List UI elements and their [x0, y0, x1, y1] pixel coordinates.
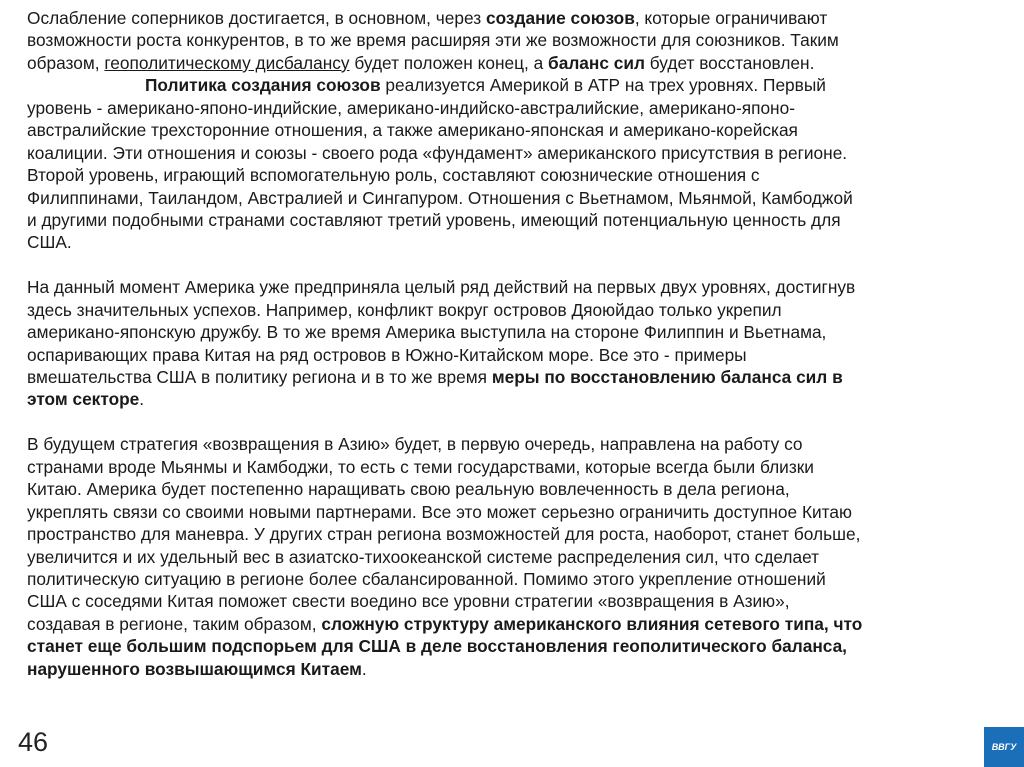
text-segment: политическую ситуацию в регионе более сбалансированной. Помимо этого укрепление отношений — [27, 568, 826, 589]
bold-text: меры по восстановлению баланса сил в — [491, 367, 843, 387]
text-segment: В будущем стратегия «возвращения в Азию» будет, в первую очередь, направлена на работу со — [27, 434, 803, 455]
text-segment: , которые ограничивают — [634, 8, 828, 28]
text-line — [27, 299, 1007, 321]
bold-text: Политика создания союзов — [145, 75, 381, 96]
blank-line — [27, 254, 1007, 276]
text-segment: На данный момент Америка уже предприняла целый ряд действий на первых двух уровнях, достигнув — [27, 277, 856, 298]
text-segment: странами вроде Мьянмы и Камбоджи, то есть с теми государствами, которые всегда были близки — [27, 456, 814, 477]
text-line — [27, 568, 1007, 590]
text-segment: США. — [27, 232, 72, 253]
text-segment: Ослабление соперников достигается, в основном, через — [27, 8, 486, 28]
text-line — [27, 344, 1007, 366]
text-segment: Второй уровень, играющий вспомогательную роль, составляют союзнические отношения с — [27, 165, 760, 186]
text-line — [27, 164, 1007, 186]
text-segment: оспаривающих права Китая на ряд островов в Южно-Китайском море. Все это - примеры — [27, 344, 747, 365]
text-segment: пространство для маневра. У других стран региона возможностей для роста, наоборот, станет больше, — [27, 524, 861, 545]
bold-text: этом секторе — [27, 389, 140, 410]
text-line — [27, 74, 1007, 96]
bold-text: сложную структуру американского влияния сетевого типа, что — [321, 613, 863, 634]
text-segment: . — [139, 389, 145, 410]
text-segment: увеличится и их удельный вес в азиатско-тихоокеанской системе распределения сил, что сделает — [27, 546, 820, 567]
text-segment: возможности роста конкурентов, в то же время расширяя эти же возможности для союзников. Таким — [27, 30, 839, 51]
text-line — [27, 276, 1007, 298]
text-line — [27, 52, 1007, 74]
text-segment: США с соседями Китая поможет свести воедино все уровни стратегии «возвращения в Азию», — [27, 591, 790, 612]
text-segment: реализуется Америкой в АТР на трех уровнях. Первый — [380, 75, 826, 96]
text-segment: . — [361, 658, 367, 679]
text-line — [27, 501, 1007, 523]
text-line — [27, 658, 1007, 680]
blank-line — [27, 411, 1007, 433]
bold-text: нарушенного возвышающимся Китаем — [27, 658, 362, 679]
text-segment: австралийские трехсторонние отношения, а также американо-японская и американо-корейская — [27, 120, 798, 141]
text-segment: коалиции. Эти отношения и союзы - своего рода «фундамент» американского присутствия в регионе. — [27, 142, 848, 163]
text-line — [27, 142, 1007, 164]
text-line — [27, 97, 1007, 119]
text-segment: образом, — [27, 52, 105, 73]
bold-text: создание союзов — [485, 8, 635, 28]
page-number: 46 — [18, 727, 49, 757]
text-line — [27, 590, 1007, 612]
text-segment: укреплять связи со своими новыми партнерами. Все это может серьезно ограничить доступное Китаю — [27, 501, 852, 522]
text-segment: уровень - американо-японо-индийские, американо-индийско-австралийские, американо-японо- — [27, 97, 795, 118]
text-line — [27, 29, 1007, 51]
text-segment: здесь значительных успехов. Например, конфликт вокруг островов Дяоюйдао только укрепил — [27, 299, 782, 320]
text-line — [27, 321, 1007, 343]
text-line — [27, 7, 1007, 29]
text-line — [27, 635, 1007, 657]
text-line — [27, 478, 1007, 500]
text-line — [27, 388, 1007, 410]
slide-body-text — [27, 7, 1007, 680]
bold-text: станет еще большим подспорьем для США в деле восстановления геополитического баланса, — [27, 636, 847, 657]
text-segment: вмешательства США в политику региона и в то же время — [27, 367, 492, 387]
text-line — [27, 523, 1007, 545]
university-logo — [984, 727, 1024, 767]
text-segment: и другими подобными странами составляют третий уровень, имеющий потенциальную ценность для — [27, 209, 841, 230]
text-line — [27, 119, 1007, 141]
text-line — [27, 456, 1007, 478]
underlined-text: геополитическому дисбалансу — [104, 52, 350, 73]
text-segment: будет восстановлен. — [644, 52, 815, 73]
text-line — [27, 187, 1007, 209]
text-line — [27, 231, 1007, 253]
text-segment: Китаю. Америка будет постепенно наращивать свою реальную вовлеченность в дела региона, — [27, 479, 790, 500]
text-segment: Филиппинами, Таиландом, Австралией и Сингапуром. Отношения с Вьетнамом, Мьянмой, Камбоджой — [27, 187, 853, 208]
text-segment: американо-японскую дружбу. В то же время Америка выступила на стороне Филиппин и Вьетнама, — [27, 322, 827, 343]
logo-text: ВВГУ — [991, 742, 1017, 752]
text-line — [27, 613, 1007, 635]
text-segment: будет положен конец, а — [349, 52, 549, 73]
text-segment: создавая в регионе, таким образом, — [27, 613, 322, 634]
text-line — [27, 209, 1007, 231]
text-line — [27, 546, 1007, 568]
text-line — [27, 433, 1007, 455]
bold-text: баланс сил — [548, 52, 645, 73]
text-line — [27, 366, 1007, 388]
